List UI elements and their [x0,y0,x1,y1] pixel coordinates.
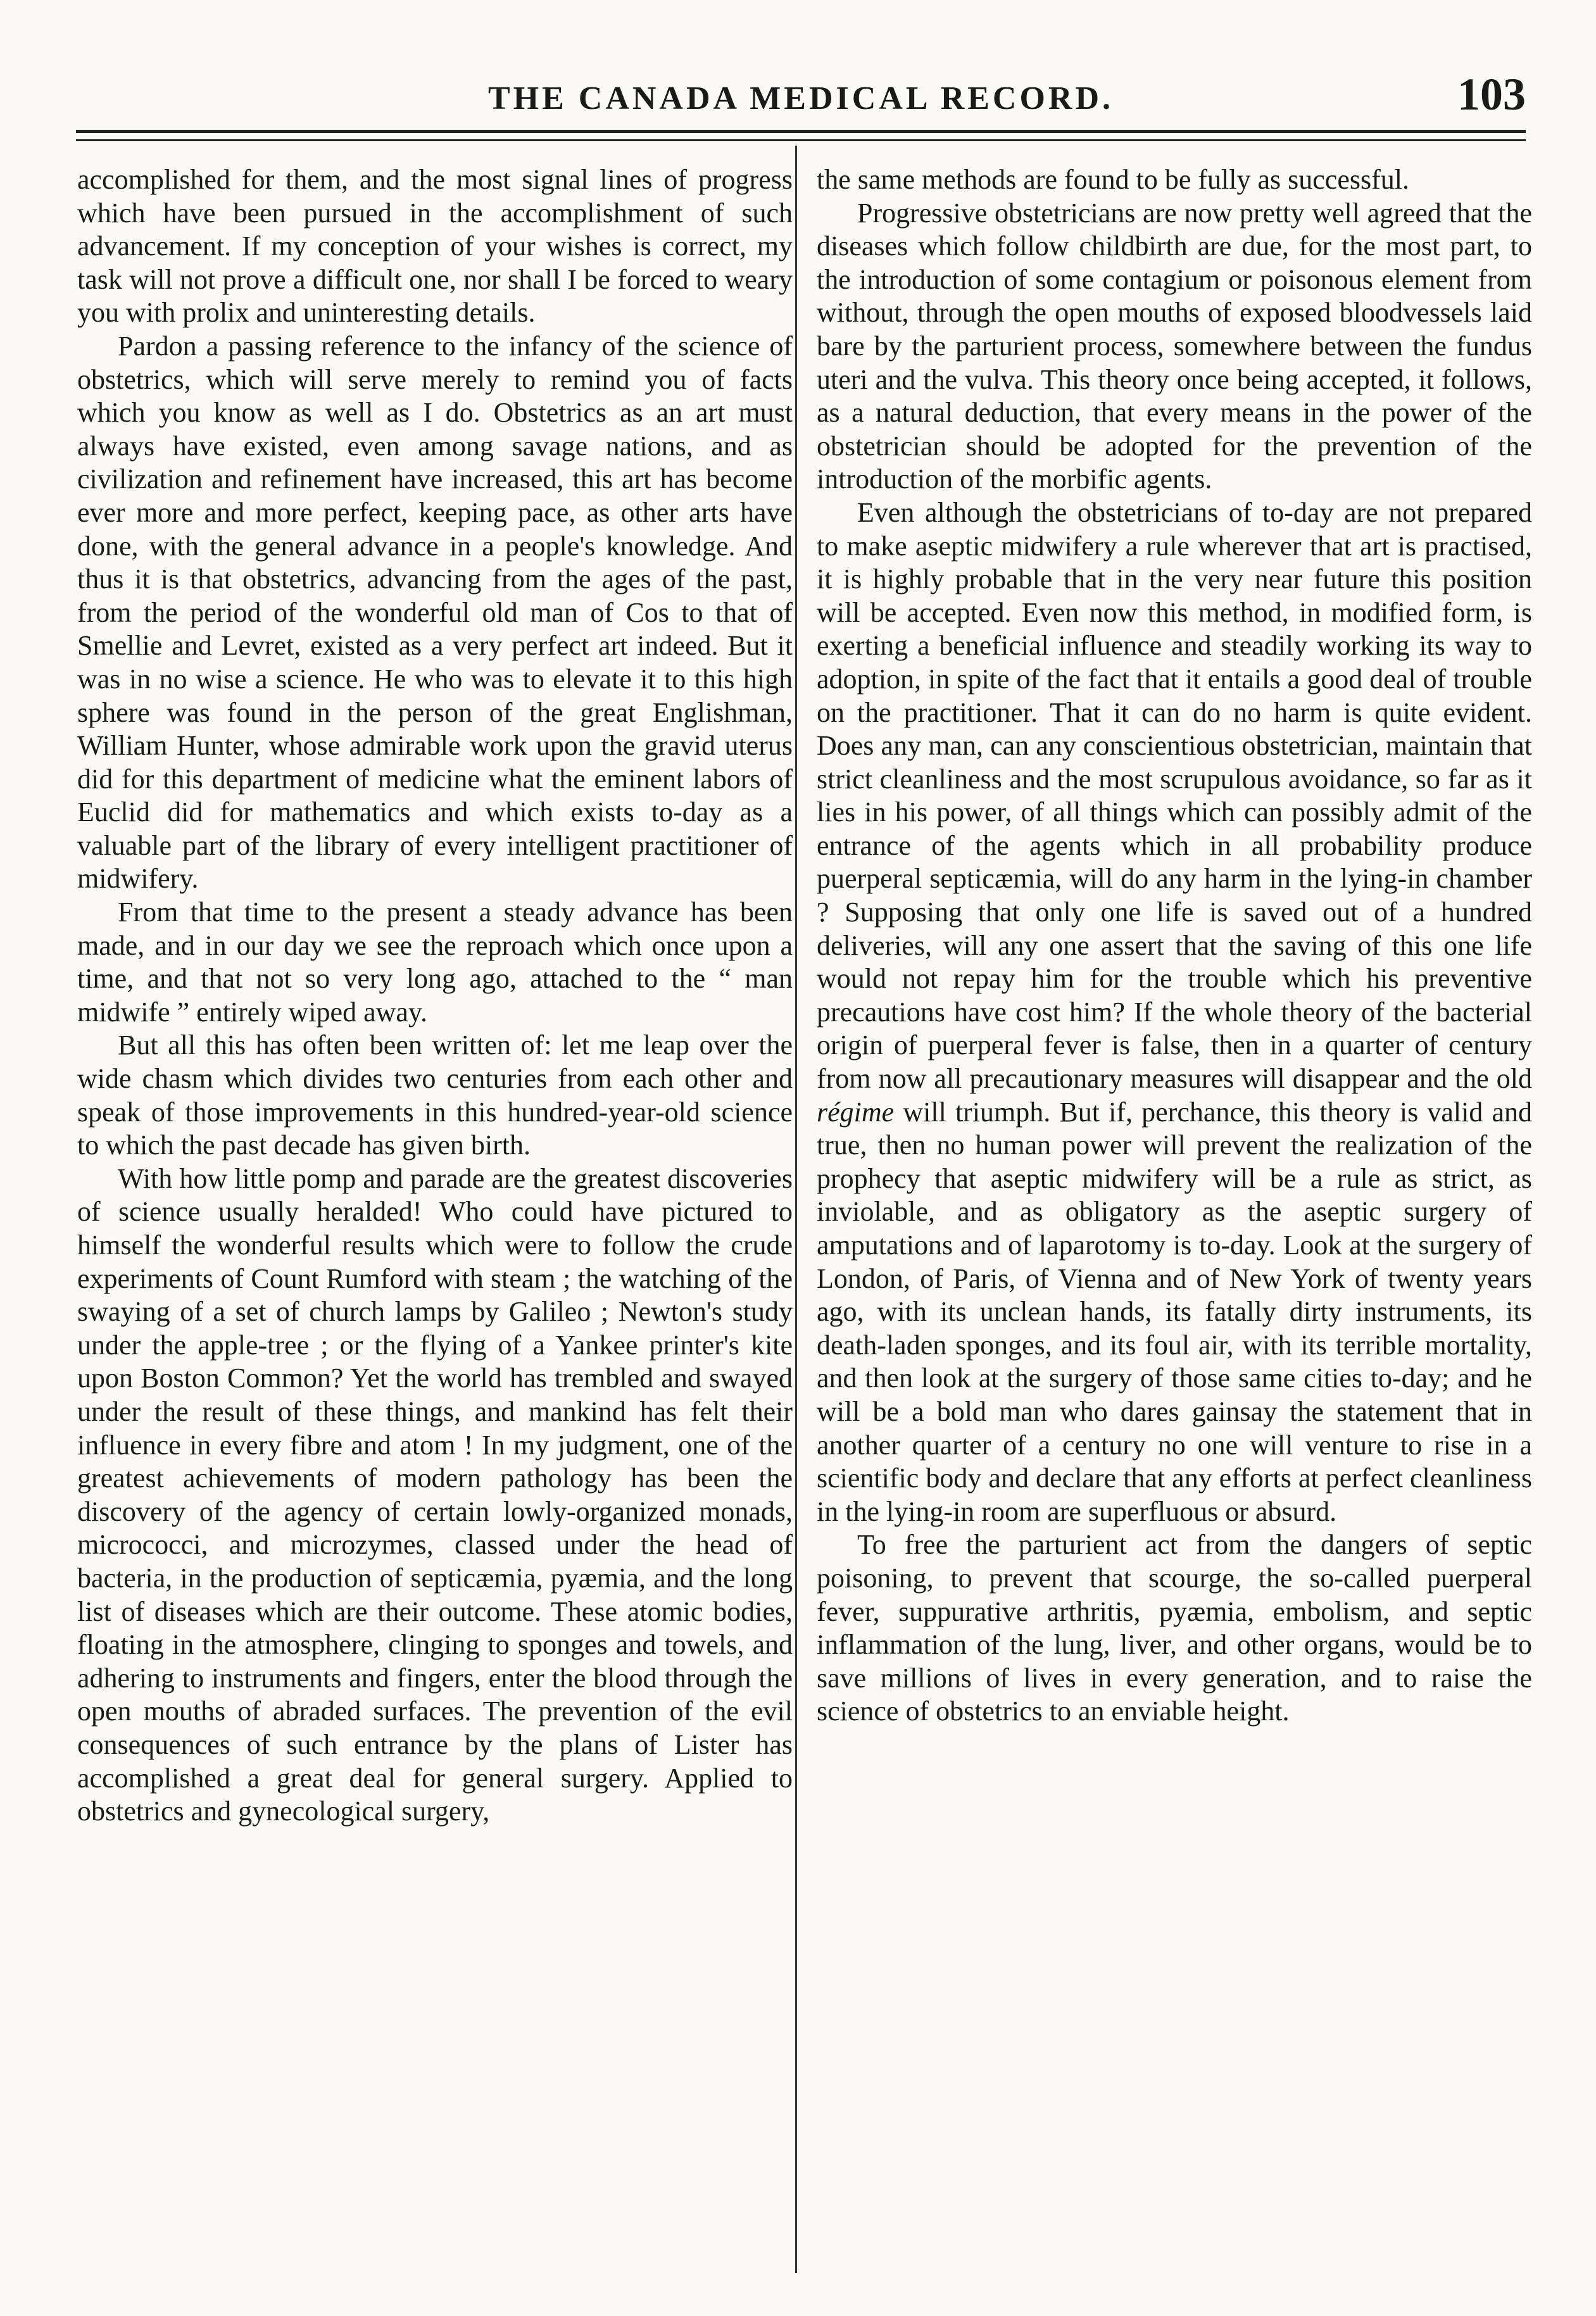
paragraph [817,496,1532,1528]
paragraph: Pardon a passing reference to the infancy of the science of obstetrics, which will serve merely to remind you of facts which you know as well as I do. Obstetrics as an art must always have existed, even among savage nations, and as civilization and refinement have increased, this art has become ever more and more perfect, keeping pace, as other arts have done, with the general advance in a people's knowledge. And thus it is that obstetrics, advancing from the ages of the past, from the period of the wonderful old man of Cos to that of Smellie and Levret, existed as a very perfect art indeed. But it was in no wise a science. He who was to elevate it to this high sphere was found in the person of the great Englishman, William Hunter, whose admirable work upon the gravid uterus did for this department of medicine what the eminent labors of Euclid did for mathematics and which exists to-day as a valuable part of the library of every intelligent practitioner of midwifery. [77,330,793,895]
paragraph: With how little pomp and parade are the greatest discoveries of science usually heralded! Who could have pictured to himself the wonderful results which were to follow the crude experiments of Count Rumford with steam ; the watching of the swaying of a set of church lamps by Galileo ; Newton's study under the apple-tree ; or the flying of a Yankee printer's kite upon Boston Common? Yet the world has trembled and swayed under the result of these things, and mankind has felt their influence in every fibre and atom ! In my judgment, one of the greatest achievements of modern pathology has been the discovery of the agency of certain lowly-organized monads, micrococci, and microzymes, classed under the head of bacteria, in the production of septicæmia, pyæmia, and the long list of diseases which are their outcome. These atomic bodies, floating in the atmosphere, clinging to sponges and towels, and adhering to instruments and fingers, enter the blood through the open mouths of abraded surfaces. The prevention of the evil consequences of such entrance by the plans of Lister has accomplished a great deal for general surgery. Applied to obstetrics and gynecological surgery, [77,1162,793,1827]
right-column [817,163,1532,2303]
paragraph-text: will triumph. But if, perchance, this theory is valid and true, then no human power will prevent the realization of the prophecy that aseptic midwifery will be a rule as strict, as inviolable, and as obligatory as the aseptic surgery of amputations and of laparotomy is to-day. Look at the surgery of London, of Paris, of Vienna and of New York of twenty years ago, with its unclean hands, its fatally dirty instruments, its death-laden sponges, and its foul air, with its terrible mortality, and then look at the surgery of those same cities to-day; and he will be a bold man who dares gainsay the statement that in another quarter of a century no one will venture to rise in a scientific body and declare that any efforts at perfect cleanliness in the lying-in room are superfluous or absurd. [817,1096,1532,1527]
header-rule-thick [76,130,1526,133]
left-column [77,163,793,2303]
column-divider [795,146,797,2273]
paragraph: But all this has often been written of: let me leap over the wide chasm which divides two centuries from each other and speak of those improvements in this hundred-year-old science to which the past decade has given birth. [77,1029,793,1161]
journal-title: THE CANADA MEDICAL RECORD. [487,80,1114,116]
paragraph: the same methods are found to be fully as successful. [817,164,1409,195]
paragraph: To free the parturient act from the dangers of septic poisoning, to prevent that scourge, the so-called puerperal fever, suppurative arthritis, pyæmia, embolism, and septic inflammation of the lung, liver, and other organs, would be to save millions of lives in every generation, and to raise the science of obstetrics to an enviable height. [817,1529,1532,1727]
paragraph: From that time to the present a steady advance has been made, and in our day we see the reproach which once upon a time, and that not so very long ago, attached to the “ man midwife ” entirely wiped away. [77,897,793,1028]
italic-term: régime [817,1096,895,1128]
running-head [76,68,1526,119]
paragraph: Progressive obstetricians are now pretty well agreed that the diseases which follow childbirth are due, for the most part, to the introduction of some contagium or poisonous element from without, through the open mouths of exposed bloodvessels laid bare by the parturient process, somewhere between the fundus uteri and the vulva. This theory once being accepted, it follows, as a natural deduction, that every means in the power of the obstetrician should be adopted for the prevention of the introduction of the morbific agents. [817,197,1532,495]
paragraph-text: Even although the obstetricians of to-day are not prepared to make aseptic midwifery a rule wherever that art is practised, it is highly probable that in the very near future this position will be accepted. Even now this method, in modified form, is exerting a beneficial influence and steadily working its way to adoption, in spite of the fact that it entails a good deal of trouble on the practitioner. That it can do no harm is quite evident. Does any man, can any conscientious obstetrician, maintain that strict cleanliness and the most scrupulous avoidance, so far as it lies in his power, of all things which can possibly admit of the entrance of the agents which in all probability produce puerperal septicæmia, will do any harm in the lying-in chamber ? Supposing that only one life is saved out of a hundred deliveries, will any one assert that the saving of this one life would not repay him for the trouble which his preventive precautions have cost him? If the whole theory of the bacterial origin of puerperal fever is false, then in a quarter of century from now all precautionary measures will disappear and the old [817,496,1532,1095]
header-rule-thin [76,139,1526,141]
paragraph: accomplished for them, and the most signal lines of progress which have been pursued in the accomplishment of such advancement. If my conception of your wishes is correct, my task will not prove a difficult one, nor shall I be forced to weary you with prolix and uninteresting details. [77,164,793,329]
page-number: 103 [1457,69,1526,120]
